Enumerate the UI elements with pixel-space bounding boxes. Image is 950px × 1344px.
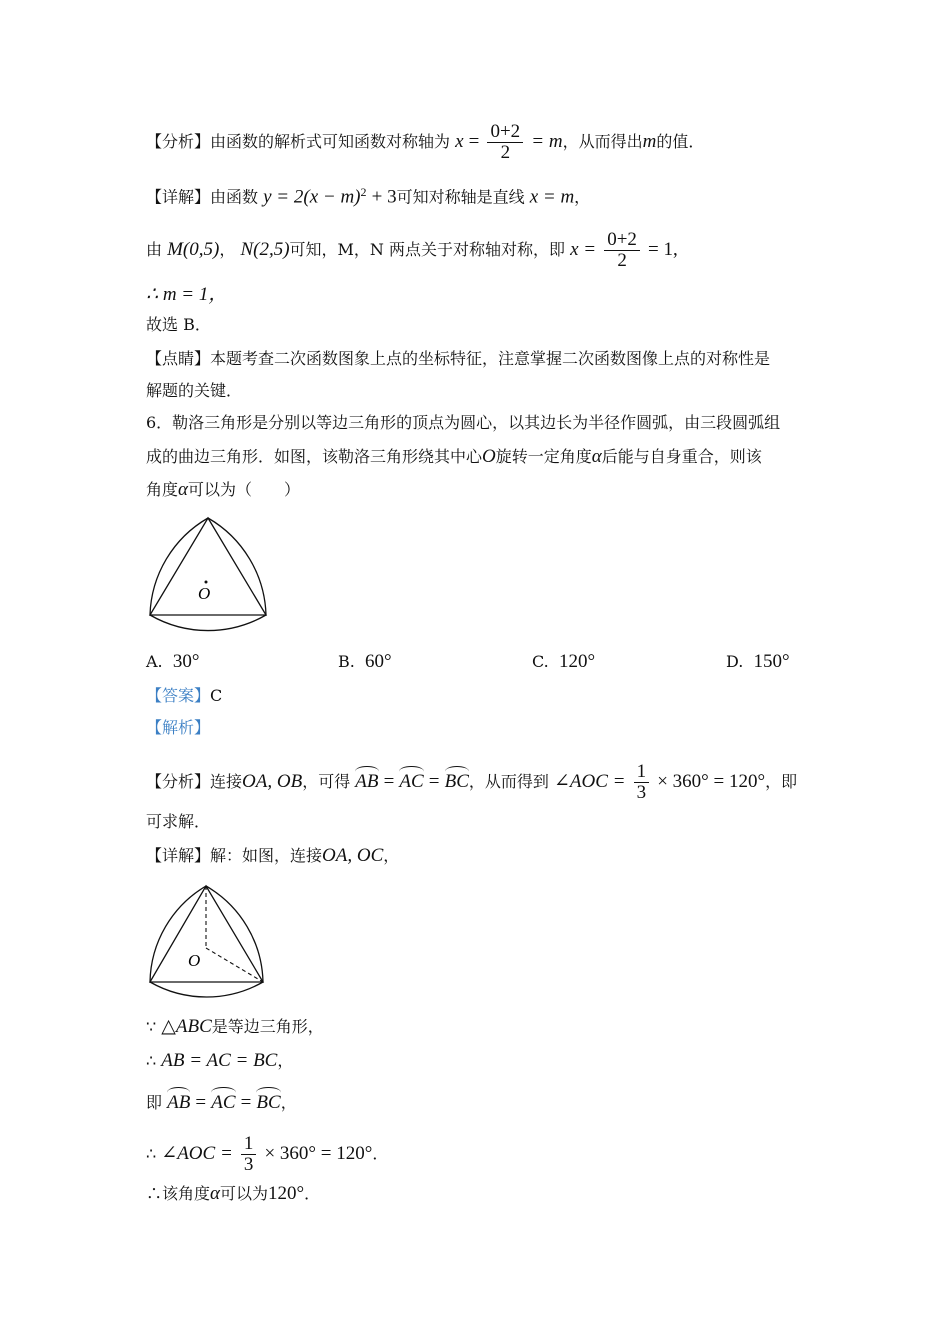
center-label-2: O [188,951,201,970]
comment-tag: 【点睛】 [146,349,211,368]
step5-alpha: α [210,1183,221,1204]
comment-line-2: 解题的关键． [146,381,243,400]
explain-tag: 【解析】 [146,718,211,737]
fraction-denominator: 2 [500,142,511,163]
option-b-letter: B. [338,652,355,671]
fraction-denominator: 2 [617,250,627,271]
detail2-fraction [604,230,640,271]
step2-comma: ， [277,1051,294,1070]
step5-text-b: 可以为 [220,1184,269,1203]
analysis-line-1 [146,122,704,163]
arc-ac-2: AC [211,1088,235,1114]
step1-text: 是等边三角形， [211,1017,324,1036]
step-4 [146,1134,388,1175]
option-d[interactable] [726,651,790,673]
detail2-text-a: 由 [146,240,163,259]
analysis2-line-2: 可求解． [146,812,211,831]
detail3-comma: ， [383,846,400,865]
center-label: O [198,584,211,603]
step4-angle: ∠AOC = [161,1143,233,1164]
analysis2-fraction [634,762,650,803]
option-c-letter: C. [532,652,549,671]
therefore-symbol: ∴ [146,1051,157,1070]
analysis2-text-c: ，从而得到 [468,772,549,791]
analysis-text-a: 由函数的解析式可知函数对称轴为 [210,132,451,151]
step-3: 即 AB = AC = BC， [146,1088,297,1114]
question-text-a: 成的曲边三角形．如图，该勒洛三角形绕其中心 [146,447,483,466]
question-alpha-2: α [178,479,188,500]
analysis-eq: = [468,131,480,152]
question-line-1: 6．勒洛三角形是分别以等边三角形的顶点为圆心，以其边长为半径作圆弧，由三段圆弧组 [146,413,781,432]
arc-ac: AC [399,767,423,793]
reuleaux-outline [150,518,266,631]
step2-expr: AB = AC = BC [161,1050,278,1071]
analysis-fraction [487,122,523,163]
analysis-rhs: = m [531,131,563,152]
detail2-rhs: = 1, [648,239,678,260]
analysis2-segments: OA, OB [242,771,303,792]
analysis2-tag: 【分析】 [146,772,211,791]
option-c-value: 120° [558,651,596,672]
question-center: O [482,446,496,467]
arc-bc: BC [445,767,469,793]
answer-tag: 【答案】 [146,686,211,705]
analysis-lhs: x [455,131,464,152]
question-line-3 [146,479,300,501]
reuleaux-figure-1 [140,510,280,635]
step4-tail: × 360° = 120° [264,1143,373,1164]
detail-line-1 [146,181,590,208]
question-text-c: 后能与自身重合，则该 [601,447,762,466]
detail2-sep: ， [219,240,236,259]
detail-tag: 【详解】 [146,187,211,207]
therefore-symbol-2: ∴ [146,1144,157,1163]
step4-end: ． [372,1144,389,1163]
option-a-letter: A. [146,652,163,671]
reuleaux-figure-2 [140,876,280,1001]
option-d-value: 150° [753,651,790,672]
fraction-numerator: 1 [241,1134,257,1155]
step3-comma: ， [280,1093,297,1112]
fraction-numerator: 0+2 [487,122,523,143]
analysis2-text-d: ，即 [765,772,798,791]
fraction-numerator: 0+2 [604,230,640,251]
detail-function-tail: + 3 [371,186,397,208]
analysis-var-m: m [642,131,657,152]
detail2-lhs: x = [570,239,597,260]
detail-axis: x = m [529,186,575,208]
detail-comma: ， [574,187,591,207]
analysis2-text-a: 连接 [210,772,243,791]
step-2 [146,1050,293,1072]
fraction-denominator: 3 [243,1154,254,1175]
question-text-e: 可以为（ ） [188,480,301,499]
option-a[interactable] [146,651,199,673]
point-n: N(2,5) [240,239,290,260]
detail-text-b: 可知对称轴是直线 [396,187,525,207]
comment-text-1: 本题考查二次函数图象上点的坐标特征，注意掌握二次函数图像上点的对称性是 [210,349,771,368]
comment-line-1 [146,348,770,370]
question-alpha: α [591,446,602,467]
because-symbol: ∵ [146,1017,157,1036]
detail2-text-b: 可知，M，N 两点关于对称轴对称，即 [289,240,566,259]
point-m: M(0,5) [167,239,220,260]
detail3-line [146,845,399,867]
question-text-b: 旋转一定角度 [495,447,592,466]
analysis2-angle: ∠AOC = [554,771,626,792]
choice-line: 故选 B． [146,315,211,334]
detail-exponent: 2 [360,185,367,199]
option-b-value: 60° [365,651,392,672]
detail-function: y = 2(x − m) [263,186,361,208]
step3-text: 即 [146,1093,163,1112]
answer-value: C [210,686,223,705]
analysis2-line-1: 【分析】连接OA, OB，可得 AB = AC = BC，从而得到 ∠AOC = $\frac{1}{3}$ × 360° = 120°，即 [146,761,798,803]
analysis-text-b: ，从而得出 [562,132,643,151]
option-d-letter: D. [726,652,744,671]
detail3-segments: OA, OC [322,845,384,866]
fraction-numerator: 1 [634,762,650,783]
step4-fraction [241,1134,257,1175]
therefore-symbol-3: ∴ [146,1184,163,1203]
detail-text-a: 由函数 [210,187,259,207]
option-c[interactable] [532,651,595,673]
option-b[interactable] [338,651,392,673]
arc-bc-2: BC [256,1088,280,1114]
step5-text-a: 该角度 [162,1184,211,1203]
detail-line-2 [146,230,678,271]
arc-ab-2: AB [167,1088,190,1114]
therefore-line-1 [146,284,227,306]
detail3-text-a: 解：如图，连接 [210,846,323,865]
segment-oc [206,948,263,982]
arc-ab: AB [355,767,378,793]
fraction-denominator: 3 [636,782,647,803]
analysis-text-c: 的值． [656,132,705,151]
answer-line [146,685,222,707]
question-line-2 [146,446,762,468]
step5-value: 120° [268,1183,305,1204]
analysis2-text-b: ，可得 [302,772,351,791]
triangle-abc: △ABC [161,1016,212,1037]
analysis-tag: 【分析】 [146,132,211,151]
question-text-d: 角度 [146,480,179,499]
step-5 [146,1183,320,1205]
step-1 [146,1016,324,1038]
detail3-tag: 【详解】 [146,846,211,865]
step5-end: ． [304,1184,321,1203]
analysis2-tail: × 360° = 120° [657,771,766,792]
therefore-m: ∴ m = 1， [146,284,228,305]
option-a-value: 30° [172,651,200,672]
